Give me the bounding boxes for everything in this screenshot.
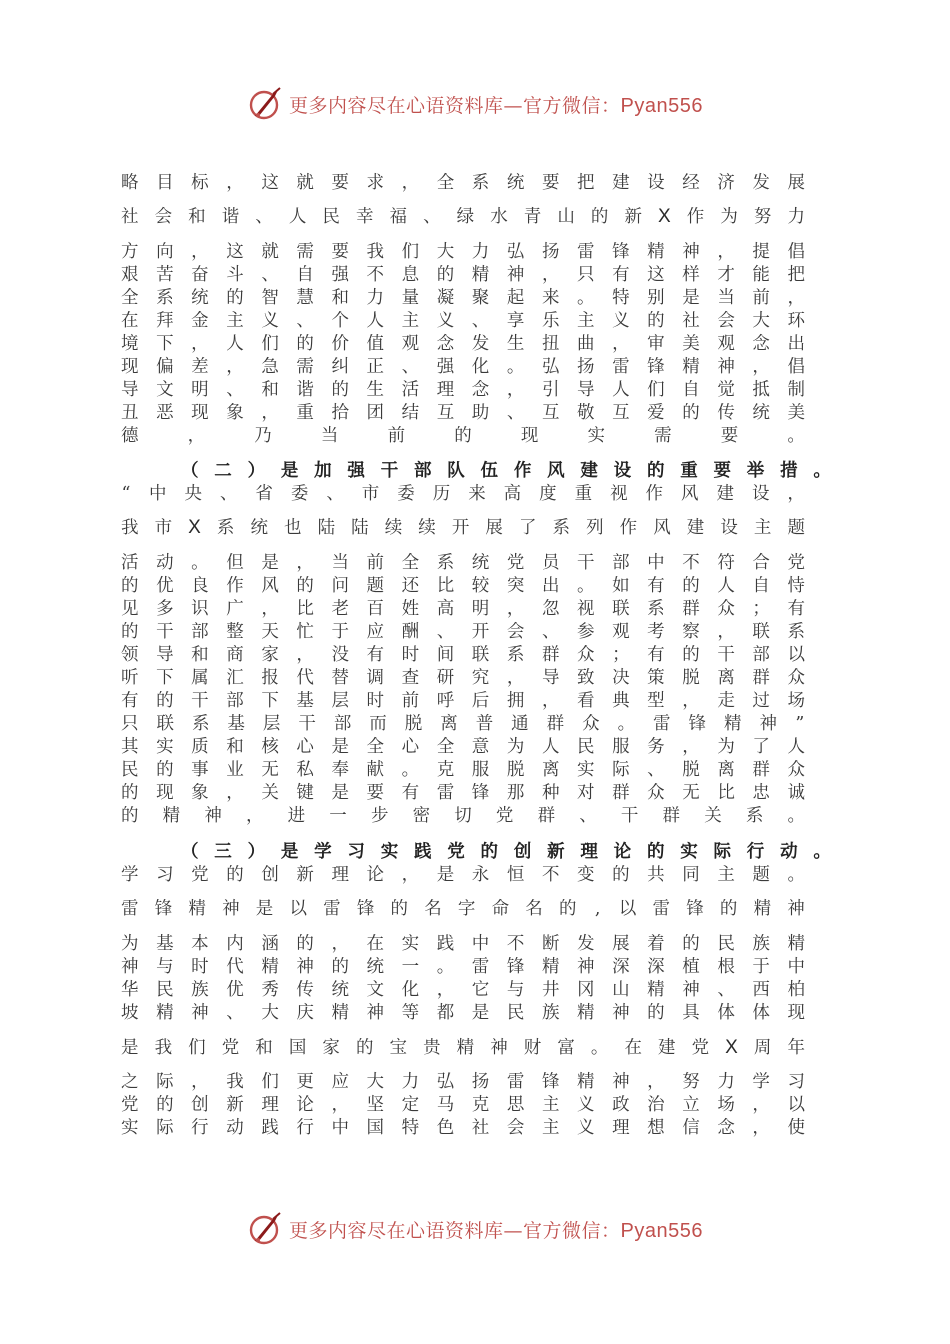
text-line: 有 的 干 部 下 基 层 时 前 呼 后 拥 ， 看 典 型 ， 走 过 场 [121, 691, 805, 711]
text-line: 全 系 统 的 智 慧 和 力 量 凝 聚 起 来 。 特 别 是 当 前 ， [121, 288, 805, 308]
text-line: 雷 锋 精 神 是 以 雷 锋 的 名 字 命 名 的 , 以 雷 锋 的 精 神 [121, 899, 805, 919]
text-line: 的 优 良 作 风 的 问 题 还 比 较 突 出 。 如 有 的 人 自 恃 [121, 576, 805, 596]
text-line: 社 会 和 谐 、 人 民 幸 福 、 绿 水 青 山 的 新 X 作 为 努 力 [121, 206, 805, 227]
watermark-brand: 更多内容尽在心语资料库 [289, 94, 504, 117]
text-line: 活 动 。 但 是 ， 当 前 全 系 统 党 员 干 部 中 不 符 合 党 [121, 553, 805, 573]
quill-pen-icon [247, 1211, 283, 1247]
text-line: 艰 苦 奋 斗 、 自 强 不 息 的 精 神 ， 只 有 这 样 才 能 把 [121, 265, 805, 285]
text-line: 德 ， 乃 当 前 的 现 实 需 要 。 [121, 426, 805, 446]
watermark-wechat-id: Pyan556 [620, 1219, 703, 1242]
text-line: 现 偏 差 ， 急 需 纠 正 、 强 化 。 弘 扬 雷 锋 精 神 ， 倡 [121, 357, 805, 377]
watermark-banner-top [0, 84, 950, 124]
text-line: 在 拜 金 主 义 、 个 人 主 义 、 享 乐 主 义 的 社 会 大 环 [121, 311, 805, 331]
text-line: 坡 精 神 、 大 庆 精 神 等 都 是 民 族 精 神 的 具 体 体 现 [121, 1003, 805, 1023]
watermark-wechat-id: Pyan556 [620, 94, 703, 117]
text-line: 领 导 和 商 家 ， 没 有 时 间 联 系 群 众 ； 有 的 干 部 以 [121, 645, 805, 665]
watermark-text [289, 1216, 703, 1243]
text-line: “ 中 央 、 省 委 、 市 委 历 来 高 度 重 视 作 风 建 设 ， [121, 484, 805, 504]
text-line: 的 现 象 ， 关 键 是 要 有 雷 锋 那 种 对 群 众 无 比 忠 诚 [121, 783, 805, 803]
text-line: 之 际 ， 我 们 更 应 大 力 弘 扬 雷 锋 精 神 ， 努 力 学 习 [121, 1072, 805, 1092]
text-line: 学 习 党 的 创 新 理 论 ， 是 永 恒 不 变 的 共 同 主 题 。 [121, 865, 805, 885]
text-line: 境 下 ， 人 们 的 价 值 观 念 发 生 扭 曲 ， 审 美 观 念 出 [121, 334, 805, 354]
watermark-dash: — [503, 94, 524, 117]
text-line: 听 下 属 汇 报 代 替 调 查 研 究 ， 导 致 决 策 脱 离 群 众 [121, 668, 805, 688]
quill-pen-icon [247, 86, 283, 122]
text-line: 我 市 X 系 统 也 陆 陆 续 续 开 展 了 系 列 作 风 建 设 主 题 [121, 517, 805, 538]
text-line: 的 干 部 整 天 忙 于 应 酬 、 开 会 、 参 观 考 察 ， 联 系 [121, 622, 805, 642]
text-line: 民 的 事 业 无 私 奉 献 。 克 服 脱 离 实 际 、 脱 离 群 众 [121, 760, 805, 780]
text-line: 实 际 行 动 践 行 中 国 特 色 社 会 主 义 理 想 信 念 ， 使 [121, 1118, 805, 1138]
watermark-wechat-label: 官方微信： [523, 94, 621, 117]
text-line: 导 文 明 、 和 谐 的 生 活 理 念 ， 引 导 人 们 自 觉 抵 制 [121, 380, 805, 400]
text-line: 其 实 质 和 核 心 是 全 心 全 意 为 人 民 服 务 ， 为 了 人 [121, 737, 805, 757]
text-line: 见 多 识 广 ， 比 老 百 姓 高 明 ， 忽 视 联 系 群 众 ； 有 [121, 599, 805, 619]
text-line: 只 联 系 基 层 干 部 而 脱 离 普 通 群 众 。 雷 锋 精 神 ” [121, 714, 805, 734]
text-line: 华 民 族 优 秀 传 统 文 化 ， 它 与 井 冈 山 精 神 、 西 柏 [121, 980, 805, 1000]
text-line: 的 精 神 ， 进 一 步 密 切 党 群 、 干 群 关 系 。 [121, 806, 805, 826]
watermark-wechat-label: 官方微信： [523, 1219, 621, 1242]
section-heading: （ 二 ） 是 加 强 干 部 队 伍 作 风 建 设 的 重 要 举 措 。 [181, 461, 831, 481]
text-line: 神 与 时 代 精 神 的 统 一 。 雷 锋 精 神 深 深 植 根 于 中 [121, 957, 805, 977]
text-line: 是 我 们 党 和 国 家 的 宝 贵 精 神 财 富 。 在 建 党 X 周 年 [121, 1037, 805, 1058]
text-line: 略 目 标 ， 这 就 要 求 ， 全 系 统 要 把 建 设 经 济 发 展 [121, 173, 805, 193]
watermark-brand: 更多内容尽在心语资料库 [289, 1219, 504, 1242]
watermark-text [289, 91, 703, 118]
watermark-dash: — [503, 1219, 524, 1242]
text-line: 丑 恶 现 象 ， 重 拾 团 结 互 助 、 互 敬 互 爱 的 传 统 美 [121, 403, 805, 423]
text-line: 为 基 本 内 涵 的 ， 在 实 践 中 不 断 发 展 着 的 民 族 精 [121, 934, 805, 954]
text-line: 党 的 创 新 理 论 ， 坚 定 马 克 思 主 义 政 治 立 场 ， 以 [121, 1095, 805, 1115]
watermark-banner-bottom [0, 1209, 950, 1249]
text-line: 方 向 ， 这 就 需 要 我 们 大 力 弘 扬 雷 锋 精 神 ， 提 倡 [121, 242, 805, 262]
section-heading: （ 三 ） 是 学 习 实 践 党 的 创 新 理 论 的 实 际 行 动 。 [181, 842, 831, 862]
